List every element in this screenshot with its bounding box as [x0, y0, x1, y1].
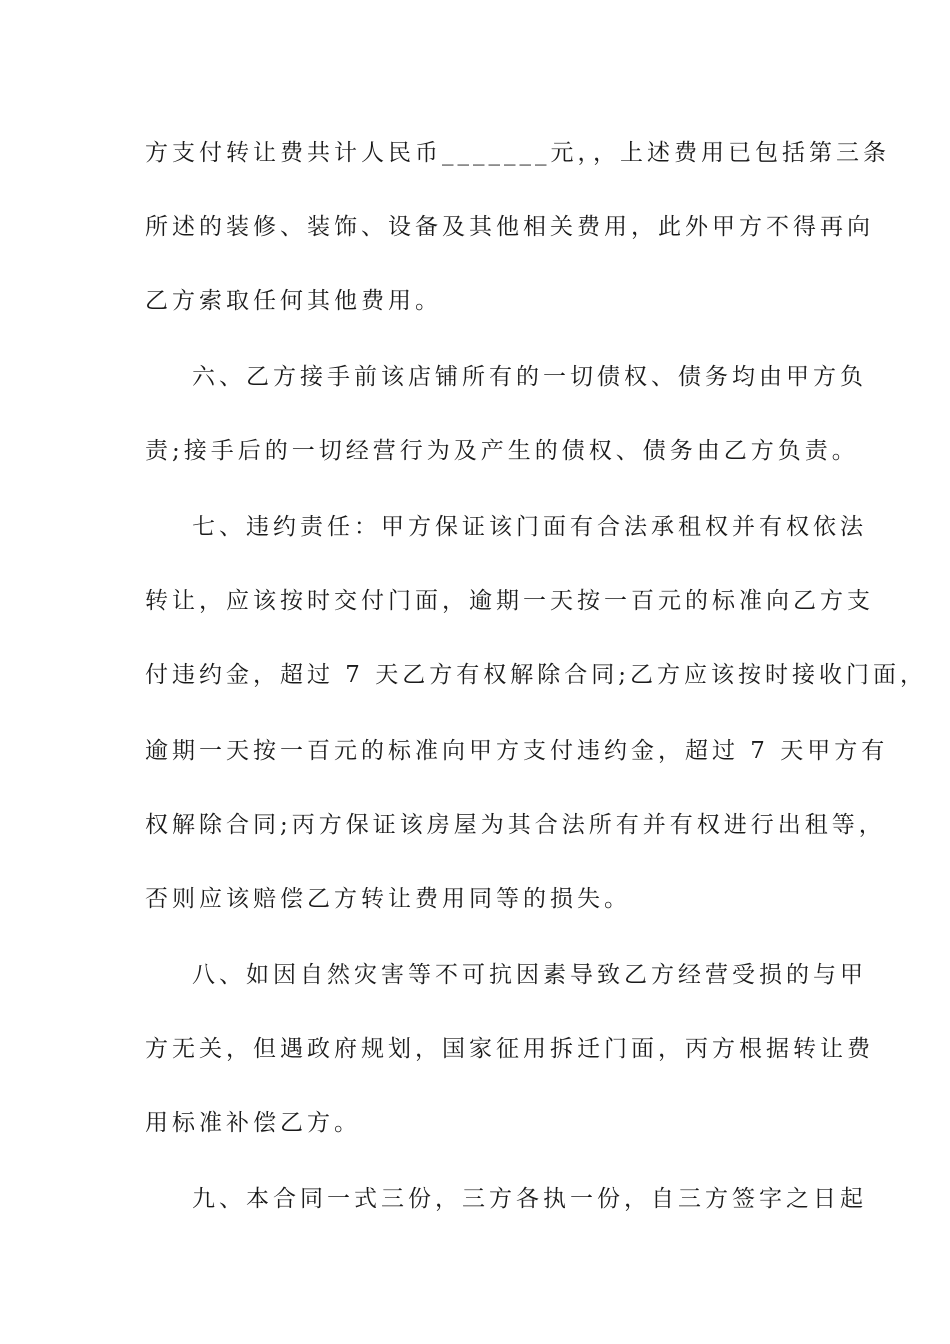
text-line: 用标准补偿乙方。 [145, 1110, 361, 1136]
text-line: 乙方索取任何其他费用。 [145, 288, 442, 314]
text-line: 权解除合同;丙方保证该房屋为其合法所有并有权进行出租等， [145, 812, 886, 838]
clause-seven-line: 七、违约责任：甲方保证该门面有合法承租权并有权依法 [192, 514, 867, 540]
text-line: 责;接手后的一切经营行为及产生的债权、债务由乙方负责。 [145, 438, 859, 464]
text-line: 所述的装修、装饰、设备及其他相关费用，此外甲方不得再向 [145, 214, 874, 240]
clause-six-line: 六、乙方接手前该店铺所有的一切债权、债务均由甲方负 [192, 364, 867, 390]
text-line: 否则应该赔偿乙方转让费用同等的损失。 [145, 886, 631, 912]
text-line: 付违约金，超过 7 天乙方有权解除合同;乙方应该按时接收门面， [145, 662, 928, 688]
text-line: 逾期一天按一百元的标准向甲方支付违约金，超过 7 天甲方有 [145, 738, 889, 764]
text-line: 方无关，但遇政府规划，国家征用拆迁门面，丙方根据转让费 [145, 1036, 874, 1062]
clause-eight-line: 八、如因自然灾害等不可抗因素导致乙方经营受损的与甲 [192, 962, 867, 988]
clause-nine-line: 九、本合同一式三份，三方各执一份，自三方签字之日起 [192, 1186, 867, 1212]
text-line: 方支付转让费共计人民币_______元，，上述费用已包括第三条 [145, 140, 890, 166]
text-line: 转让，应该按时交付门面，逾期一天按一百元的标准向乙方支 [145, 588, 874, 614]
